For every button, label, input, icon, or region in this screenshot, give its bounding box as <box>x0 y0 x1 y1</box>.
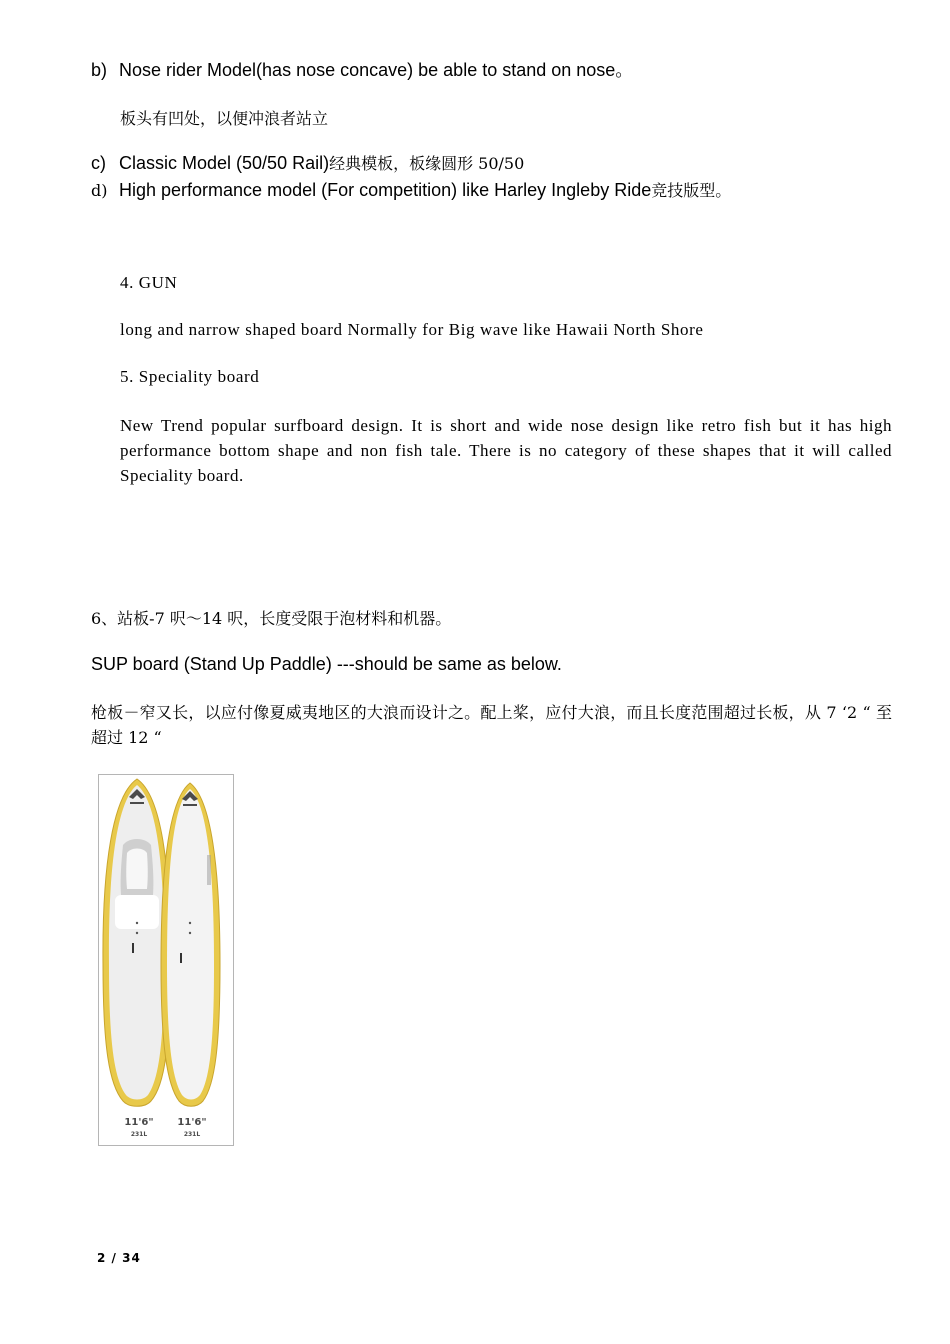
list-item-text: Nose rider Model(has nose concave) be able to stand on nose。 <box>119 60 634 80</box>
sup-board-left <box>103 779 170 1106</box>
section-heading-speciality: 5. Speciality board <box>120 367 260 386</box>
section-body-speciality: New Trend popular surfboard design. It is short and wide nose design like retro fish but it has high performance bottom shape and non fish tale. There is no category of these shapes that it will called Speciality board. <box>120 416 892 485</box>
list-item-d <box>91 178 731 201</box>
sup-board-photo <box>98 774 234 1146</box>
page-number: 2 / 34 <box>97 1251 141 1265</box>
board-volume-label-right: 231L <box>183 1131 201 1138</box>
section-heading-sup-chinese: 6、站板-7 呎～14 呎，长度受限于泡材料和机器。 <box>91 609 452 628</box>
list-item-text-chinese: 竞技版型。 <box>651 181 732 200</box>
section-body-gun: long and narrow shaped board Normally for Big wave like Hawaii North Shore <box>120 320 704 339</box>
list-item-b-chinese: 板头有凹处，以便冲浪者站立 <box>120 109 329 128</box>
list-item-b <box>91 56 633 82</box>
board-length-label-right: 11'6" <box>177 1117 207 1128</box>
list-marker: b) <box>91 60 108 80</box>
board-length-label-left: 11'6" <box>124 1117 154 1128</box>
section-heading-sup: SUP board (Stand Up Paddle) ---should be same as below. <box>91 654 562 674</box>
list-item-text-chinese: 经典模板，板缘圆形 50/50 <box>329 154 525 173</box>
sup-board-right <box>161 783 220 1106</box>
sup-boards-illustration <box>99 775 233 1145</box>
list-item-text: Classic Model (50/50 Rail) <box>119 153 330 173</box>
board-volume-label-left: 231L <box>130 1131 148 1138</box>
section-body-sup-chinese: 枪板－窄又长，以应付像夏威夷地区的大浪而设计之。配上桨，应付大浪，而且长度范围超过长板，从 7 ‘2 “ 至超过 12 “ <box>91 703 892 747</box>
list-marker: d) <box>91 181 108 200</box>
list-marker: c) <box>91 153 106 173</box>
list-item-c <box>91 151 524 174</box>
section-heading-gun: 4. GUN <box>120 273 178 292</box>
list-item-text: High performance model (For competition) like Harley Ingleby Ride <box>119 180 652 200</box>
